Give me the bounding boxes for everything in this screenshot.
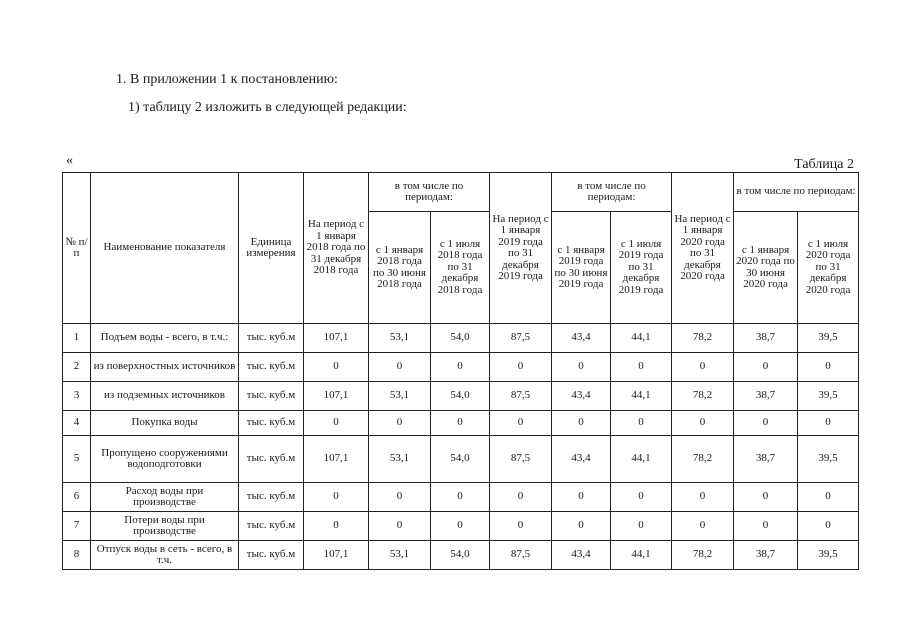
row-value-cell: 0 bbox=[611, 353, 672, 382]
row-value-cell: 44,1 bbox=[611, 436, 672, 483]
row-value-cell: 53,1 bbox=[369, 541, 431, 570]
row-value-cell: 44,1 bbox=[611, 382, 672, 411]
row-unit-cell: тыс. куб.м bbox=[239, 436, 304, 483]
table-row bbox=[63, 436, 859, 483]
row-value-cell: 78,2 bbox=[672, 382, 734, 411]
header-row-1 bbox=[63, 173, 859, 212]
row-value-cell: 0 bbox=[611, 411, 672, 436]
row-unit-cell: тыс. куб.м bbox=[239, 411, 304, 436]
row-value-cell: 87,5 bbox=[490, 382, 552, 411]
row-unit-cell: тыс. куб.м bbox=[239, 483, 304, 512]
row-value-cell: 0 bbox=[490, 483, 552, 512]
row-value-cell: 0 bbox=[798, 411, 859, 436]
header-h2-2019: с 1 июля 2019 года по 31 декабря 2019 года bbox=[611, 212, 672, 324]
header-unit: Единица измерения bbox=[239, 173, 304, 324]
table-row bbox=[63, 512, 859, 541]
row-value-cell: 0 bbox=[304, 411, 369, 436]
row-value-cell: 0 bbox=[431, 411, 490, 436]
row-number-cell: 6 bbox=[63, 483, 91, 512]
row-value-cell: 0 bbox=[369, 483, 431, 512]
row-value-cell: 0 bbox=[369, 512, 431, 541]
row-value-cell: 107,1 bbox=[304, 541, 369, 570]
row-value-cell: 0 bbox=[672, 411, 734, 436]
row-value-cell: 54,0 bbox=[431, 541, 490, 570]
row-value-cell: 0 bbox=[490, 353, 552, 382]
row-value-cell: 0 bbox=[798, 512, 859, 541]
row-value-cell: 0 bbox=[369, 411, 431, 436]
row-value-cell: 0 bbox=[672, 353, 734, 382]
opening-quote: « bbox=[66, 153, 73, 168]
row-value-cell: 0 bbox=[611, 483, 672, 512]
row-value-cell: 107,1 bbox=[304, 324, 369, 353]
row-value-cell: 0 bbox=[304, 512, 369, 541]
row-number-cell: 8 bbox=[63, 541, 91, 570]
header-group-2018: в том числе по периодам: bbox=[369, 173, 490, 212]
item-1-text: 1. В приложении 1 к постановлению: bbox=[116, 72, 338, 87]
row-value-cell: 87,5 bbox=[490, 436, 552, 483]
row-number-cell: 7 bbox=[63, 512, 91, 541]
row-number-cell: 2 bbox=[63, 353, 91, 382]
header-h1-2018: с 1 января 2018 года по 30 июня 2018 года bbox=[369, 212, 431, 324]
row-value-cell: 0 bbox=[734, 353, 798, 382]
row-name-cell: из поверхностных источников bbox=[91, 353, 239, 382]
row-value-cell: 54,0 bbox=[431, 436, 490, 483]
row-unit-cell: тыс. куб.м bbox=[239, 512, 304, 541]
row-value-cell: 44,1 bbox=[611, 541, 672, 570]
row-number-cell: 3 bbox=[63, 382, 91, 411]
row-name-cell: Отпуск воды в сеть - всего, в т.ч. bbox=[91, 541, 239, 570]
row-value-cell: 53,1 bbox=[369, 324, 431, 353]
row-name-cell: Потери воды при производстве bbox=[91, 512, 239, 541]
header-group-2020: в том числе по периодам: bbox=[734, 173, 859, 212]
table-row bbox=[63, 483, 859, 512]
header-group-2019: в том числе по периодам: bbox=[552, 173, 672, 212]
row-number-cell: 5 bbox=[63, 436, 91, 483]
row-value-cell: 0 bbox=[552, 411, 611, 436]
row-value-cell: 0 bbox=[431, 353, 490, 382]
row-value-cell: 0 bbox=[304, 353, 369, 382]
row-unit-cell: тыс. куб.м bbox=[239, 353, 304, 382]
row-value-cell: 78,2 bbox=[672, 324, 734, 353]
subitem-1-text: 1) таблицу 2 изложить в следующей редакции: bbox=[128, 100, 407, 115]
header-period-2018: На период с 1 января 2018 года по 31 декабря 2018 года bbox=[304, 173, 369, 324]
row-value-cell: 0 bbox=[369, 353, 431, 382]
data-table bbox=[62, 172, 859, 570]
header-period-2019: На период с 1 января 2019 года по 31 декабря 2019 года bbox=[490, 173, 552, 324]
row-value-cell: 43,4 bbox=[552, 541, 611, 570]
row-name-cell: Пропущено сооружениями водоподготовки bbox=[91, 436, 239, 483]
row-value-cell: 0 bbox=[431, 483, 490, 512]
row-value-cell: 0 bbox=[552, 483, 611, 512]
table-body bbox=[63, 173, 859, 570]
row-value-cell: 38,7 bbox=[734, 382, 798, 411]
header-num: № п/п bbox=[63, 173, 91, 324]
row-value-cell: 0 bbox=[552, 353, 611, 382]
row-value-cell: 0 bbox=[672, 512, 734, 541]
row-value-cell: 0 bbox=[734, 512, 798, 541]
header-h2-2020: с 1 июля 2020 года по 31 декабря 2020 года bbox=[798, 212, 859, 324]
row-value-cell: 0 bbox=[672, 483, 734, 512]
row-value-cell: 0 bbox=[611, 512, 672, 541]
row-value-cell: 38,7 bbox=[734, 324, 798, 353]
row-value-cell: 0 bbox=[490, 411, 552, 436]
row-value-cell: 39,5 bbox=[798, 382, 859, 411]
row-value-cell: 43,4 bbox=[552, 382, 611, 411]
row-value-cell: 38,7 bbox=[734, 541, 798, 570]
table-caption: Таблица 2 bbox=[794, 157, 854, 172]
table-row bbox=[63, 541, 859, 570]
row-value-cell: 39,5 bbox=[798, 436, 859, 483]
row-value-cell: 53,1 bbox=[369, 436, 431, 483]
row-value-cell: 0 bbox=[490, 512, 552, 541]
row-number-cell: 4 bbox=[63, 411, 91, 436]
header-h1-2020: с 1 января 2020 года по 30 июня 2020 года bbox=[734, 212, 798, 324]
header-period-2020: На период с 1 января 2020 года по 31 декабря 2020 года bbox=[672, 173, 734, 324]
table-row bbox=[63, 382, 859, 411]
row-value-cell: 38,7 bbox=[734, 436, 798, 483]
row-value-cell: 54,0 bbox=[431, 382, 490, 411]
row-value-cell: 87,5 bbox=[490, 324, 552, 353]
row-value-cell: 39,5 bbox=[798, 324, 859, 353]
row-value-cell: 0 bbox=[431, 512, 490, 541]
row-value-cell: 0 bbox=[734, 411, 798, 436]
table-row bbox=[63, 324, 859, 353]
row-value-cell: 0 bbox=[552, 512, 611, 541]
row-value-cell: 0 bbox=[304, 483, 369, 512]
row-value-cell: 0 bbox=[734, 483, 798, 512]
row-value-cell: 107,1 bbox=[304, 382, 369, 411]
row-value-cell: 87,5 bbox=[490, 541, 552, 570]
row-value-cell: 43,4 bbox=[552, 324, 611, 353]
header-h2-2018: с 1 июля 2018 года по 31 декабря 2018 года bbox=[431, 212, 490, 324]
row-name-cell: Подъем воды - всего, в т.ч.: bbox=[91, 324, 239, 353]
row-value-cell: 43,4 bbox=[552, 436, 611, 483]
row-value-cell: 0 bbox=[798, 353, 859, 382]
row-unit-cell: тыс. куб.м bbox=[239, 541, 304, 570]
row-name-cell: из подземных источников bbox=[91, 382, 239, 411]
row-name-cell: Расход воды при производстве bbox=[91, 483, 239, 512]
row-unit-cell: тыс. куб.м bbox=[239, 324, 304, 353]
row-value-cell: 39,5 bbox=[798, 541, 859, 570]
row-value-cell: 78,2 bbox=[672, 436, 734, 483]
row-unit-cell: тыс. куб.м bbox=[239, 382, 304, 411]
row-value-cell: 53,1 bbox=[369, 382, 431, 411]
row-name-cell: Покупка воды bbox=[91, 411, 239, 436]
row-value-cell: 78,2 bbox=[672, 541, 734, 570]
header-h1-2019: с 1 января 2019 года по 30 июня 2019 года bbox=[552, 212, 611, 324]
row-value-cell: 54,0 bbox=[431, 324, 490, 353]
header-name: Наименование показателя bbox=[91, 173, 239, 324]
row-value-cell: 0 bbox=[798, 483, 859, 512]
table-row bbox=[63, 353, 859, 382]
row-value-cell: 44,1 bbox=[611, 324, 672, 353]
row-number-cell: 1 bbox=[63, 324, 91, 353]
row-value-cell: 107,1 bbox=[304, 436, 369, 483]
table-row bbox=[63, 411, 859, 436]
